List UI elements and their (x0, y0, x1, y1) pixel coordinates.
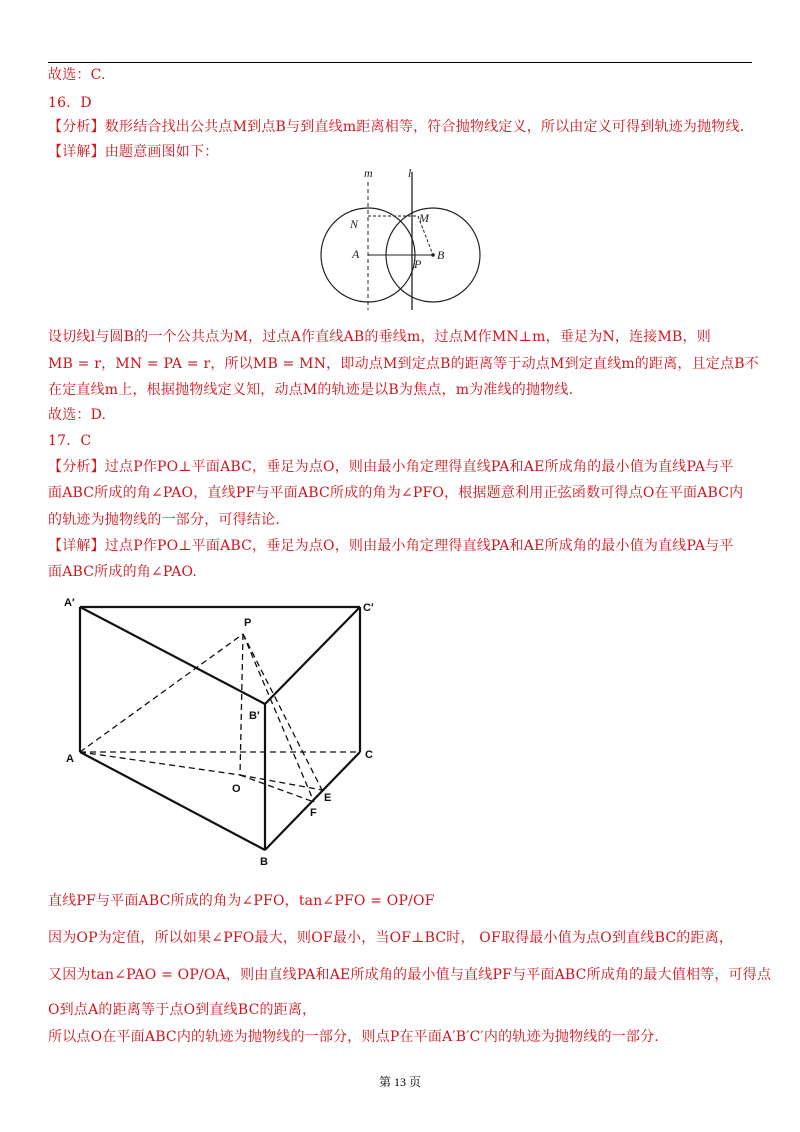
header-rule (48, 62, 752, 63)
label-f2: F (310, 807, 317, 819)
detail-line-1: 设切线l与圆B的一个公共点为M，过点A作直线AB的垂线m，过点M作MN⊥m，垂足为N，连接MB，则 (48, 329, 711, 345)
label-l: l (408, 166, 412, 180)
question-number: 16．D (48, 95, 92, 111)
prism-figure (60, 592, 390, 872)
label-p: P (414, 257, 422, 271)
label-p2: P (244, 617, 252, 629)
label-b: B (437, 248, 445, 262)
detail-line-2a: 【详解】过点P作PO⊥平面ABC，垂足为点O，则由最小角定理得直线PA和AE所成角的最小值为直线PA与平 (48, 538, 734, 554)
label-a-prime: A′ (64, 597, 75, 609)
label-a: A (352, 247, 360, 261)
answer-line: 故选：C. (48, 67, 106, 83)
label-a2: A (66, 753, 74, 765)
label-m: m (364, 166, 373, 180)
analysis-line-2a: 【分析】过点P作PO⊥平面ABC，垂足为点O，则由最小角定理得直线PA和AE所成角的最小值为直线PA与平 (48, 459, 734, 475)
detail-line-2g: 所以点O在平面ABC内的轨迹为抛物线的一部分，则点P在平面A′B′C′内的轨迹为抛物线的一部分. (48, 1029, 659, 1045)
label-e2: E (324, 792, 332, 804)
detail-line-2b: 面ABC所成的角∠PAO. (48, 564, 198, 580)
analysis-line-2b: 面ABC所成的角∠PAO，直线PF与平面ABC所成的角为∠PFO，根据题意利用正弦函数可得点O在平面ABC内 (48, 485, 744, 501)
answer-line-2: 故选：D. (48, 407, 107, 423)
detail-line-2f: O到点A的距离等于点O到直线BC的距离， (48, 1002, 317, 1018)
label-c2: C (365, 749, 373, 761)
question-number-2: 17．C (48, 433, 92, 449)
label-b2: B (260, 856, 268, 868)
detail-line-2c: 直线PF与平面ABC所成的角为∠PFO，tan∠PFO = OP/OF (48, 893, 435, 909)
analysis-line: 【分析】数形结合找出公共点M到点B与到直线m距离相等，符合抛物线定义，所以由定义可得到轨迹为抛物线. (48, 119, 745, 135)
detail-line: 【详解】由题意画图如下： (48, 144, 219, 160)
circle-figure (318, 162, 488, 312)
detail-line-2: MB = r，MN = PA = r，所以MB = MN，即动点M到定点B的距离等于动点M到定直线m的距离，且定点B不 (48, 356, 759, 372)
detail-line-2e: 又因为tan∠PAO = OP/OA，则由直线PA和AE所成角的最小值与直线PF与平面ABC所成角的最大值相等，可得点 (48, 967, 772, 983)
label-m-point: M (419, 211, 429, 225)
label-c-prime: C′ (363, 602, 374, 614)
analysis-line-2c: 的轨迹为抛物线的一部分，可得结论. (48, 512, 280, 528)
detail-line-2d: 因为OP为定值，所以如果∠PFO最大，则OF最小，当OF⊥BC时， OF取得最小值为点O到直线BC的距离， (48, 930, 734, 946)
label-o2: O (232, 783, 241, 795)
label-b-prime: B′ (249, 710, 260, 722)
detail-line-3: 在定直线m上，根据抛物线定义知，动点M的轨迹是以B为焦点，m为准线的抛物线. (48, 382, 574, 398)
label-n: N (350, 217, 359, 231)
page-number: 第 13 页 (378, 1075, 421, 1089)
